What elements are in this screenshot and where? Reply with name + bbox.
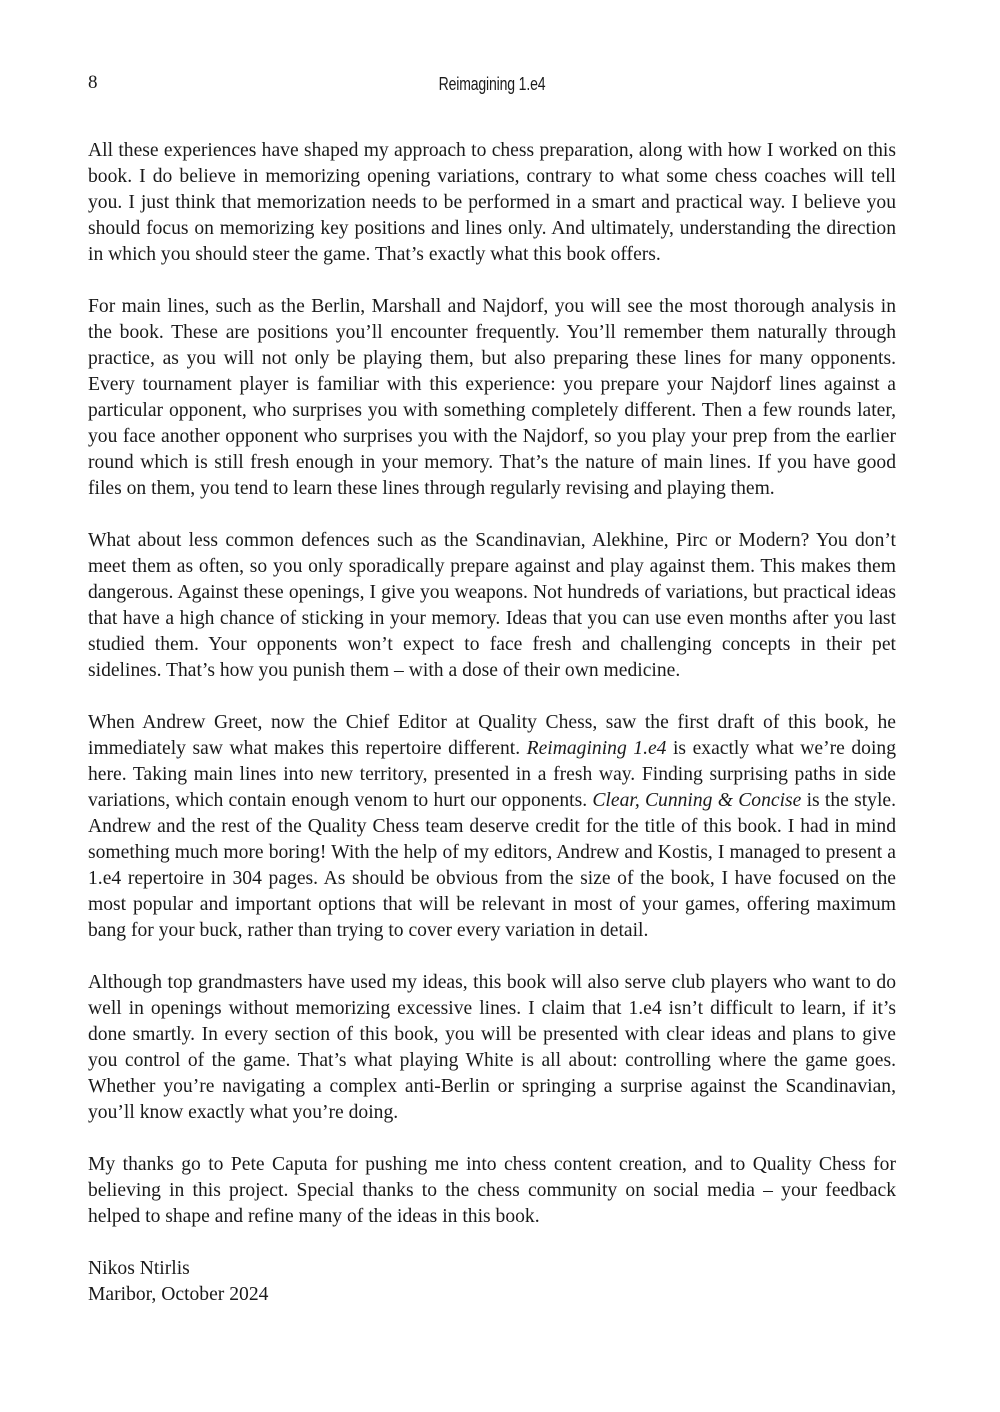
paragraph-4-part-3: is the style. Andrew and the rest of the Quality Chess team deserve credit for the title of this book. I had in mind something much more boring! With the help of my editors, Andrew and Kostis, I managed to present a 1.e4 repertoire in 304 pages. As should be obvious from the size of the book, I have focused on the most popular and important options that will be relevant in most of your games, offering maximum bang for your buck, rather than trying to cover every variation in detail. bbox=[88, 790, 897, 941]
paragraph-3: What about less common defences such as the Scandinavian, Alekhine, Pirc or Modern? You don’t meet them as often, so you only sporadically prepare against and play against them. This makes them dangerous. Against these openings, I give you weapons. Not hundreds of variations, but practical ideas that have a high chance of sticking in your memory. Ideas that you can use even months after you last studied them. Your opponents won’t expect to face fresh and challenging concepts in their pet sidelines. That’s how you punish them – with a dose of their own medicine. bbox=[88, 530, 896, 681]
paragraph-6: My thanks go to Pete Caputa for pushing me into chess content creation, and to Quality Chess for believing in this project. Special thanks to the chess community on social media – your feedback helped to shape and refine many of the ideas in this book. bbox=[88, 1154, 896, 1227]
style-motto-italic: Clear, Cunning & Concise bbox=[592, 790, 802, 811]
paragraph-2: For main lines, such as the Berlin, Marshall and Najdorf, you will see the most thorough analysis in the book. These are positions you’ll encounter frequently. You’ll remember them naturally through practice, as you will not only be playing them, but also preparing these lines for many opponents. Every tournament player is familiar with this experience: you prepare your Najdorf lines against a particular opponent, who surprises you with something completely different. Then a few rounds later, you face another opponent who surprises you with the Najdorf, so you play your prep from the earlier round which is still fresh enough in your memory. That’s the nature of main lines. If you have good files on them, you tend to learn these lines through regularly revising and playing them. bbox=[88, 296, 896, 499]
paragraph-4-part-1: When Andrew Greet, now the Chief Editor at Quality Chess, saw the first draft of this book, he immediately saw what makes this repertoire different. bbox=[88, 712, 896, 759]
page-number: 8 bbox=[88, 72, 98, 93]
page-header bbox=[88, 72, 896, 102]
book-title-italic: Reimagining 1.e4 bbox=[526, 738, 667, 759]
body-text bbox=[88, 138, 896, 1308]
place-date: Maribor, October 2024 bbox=[88, 1284, 269, 1305]
paragraph-5: Although top grandmasters have used my ideas, this book will also serve club players who want to do well in openings without memorizing excessive lines. I claim that 1.e4 isn’t difficult to learn, if it’s done smartly. In every section of this book, you will be presented with clear ideas and plans to give you control of the game. That’s what playing White is all about: controlling where the game goes. Whether you’re navigating a complex anti-Berlin or springing a surprise against the Scandinavian, you’ll know exactly what you’re doing. bbox=[88, 972, 896, 1123]
paragraph-1: All these experiences have shaped my approach to chess preparation, along with how I worked on this book. I do believe in memorizing opening variations, contrary to what some chess coaches will tell you. I just think that memorization needs to be performed in a smart and practical way. I believe you should focus on memorizing key positions and lines only. And ultimately, understanding the direction in which you should steer the game. That’s exactly what this book offers. bbox=[88, 140, 896, 265]
running-title: Reimagining 1.e4 bbox=[438, 74, 546, 94]
paragraph-4-part-2: is exactly what we’re doing here. Taking main lines into new territory, presented in a fresh way. Finding surprising paths in side variations, which contain enough venom to hurt our opponents. bbox=[88, 738, 897, 811]
paragraph-4 bbox=[88, 710, 896, 944]
author-name: Nikos Ntirlis bbox=[88, 1258, 190, 1279]
signature bbox=[88, 1256, 896, 1308]
